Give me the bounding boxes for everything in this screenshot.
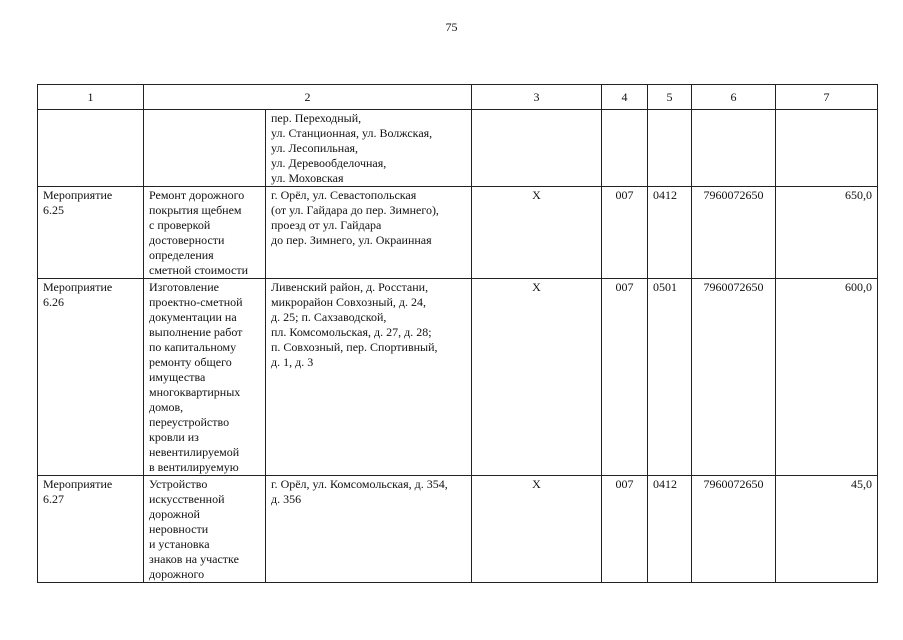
cell-line: домов, [149,400,184,414]
col-3-value: Х [472,279,602,476]
col-3-value: Х [472,187,602,279]
event-description-cell [144,476,266,583]
cell-line: Мероприятие [43,188,113,202]
cell-line: Мероприятие [43,280,113,294]
table-row [38,110,878,187]
cell-line: переустройство [149,415,230,429]
col-5-value: 0412 [648,187,692,279]
cell-line: и установка [149,537,210,551]
cell-line: имущества [149,370,206,384]
cell-line: д. 25; п. Сахзаводской, [271,310,387,324]
cell-line: ул. Деревообделочная, [271,156,387,170]
cell-line: определения [149,248,214,262]
cell-line: покрытия щебнем [149,203,242,217]
cell-line: д. 1, д. 3 [271,355,314,369]
cell-line: 6.25 [43,203,64,217]
header-col-4: 4 [602,85,648,110]
budget-table [37,84,878,583]
cell-line: дорожной [149,507,200,521]
table-row [38,476,878,583]
col-7-value: 650,0 [776,187,878,279]
address-cell [266,110,472,187]
col-7-value: 600,0 [776,279,878,476]
cell-line: пер. Переходный, [271,111,362,125]
cell-line: сметной стоимости [149,263,249,277]
cell-line: Устройство [149,477,208,491]
cell-line: до пер. Зимнего, ул. Окраинная [271,233,432,247]
event-name-cell [38,187,144,279]
table-row [38,279,878,476]
event-description-cell [144,187,266,279]
cell-line: 6.26 [43,295,64,309]
cell-line: в вентилируемую [149,460,239,474]
table-body [38,110,878,583]
cell-line: невентилируемой [149,445,240,459]
cell-line: Ремонт дорожного [149,188,245,202]
event-description-cell [144,110,266,187]
cell-line: знаков на участке [149,552,239,566]
cell-line: п. Совхозный, пер. Спортивный, [271,340,438,354]
col-3-value [472,110,602,187]
address-cell [266,187,472,279]
address-cell [266,279,472,476]
col-7-value: 45,0 [776,476,878,583]
col-5-value: 0412 [648,476,692,583]
col-4-value: 007 [602,476,648,583]
col-5-value: 0501 [648,279,692,476]
col-6-value: 7960072650 [692,187,776,279]
cell-line: д. 356 [271,492,302,506]
cell-line: (от ул. Гайдара до пер. Зимнего), [271,203,439,217]
cell-line: микрорайон Совхозный, д. 24, [271,295,426,309]
cell-line: проезд от ул. Гайдара [271,218,382,232]
col-6-value [692,110,776,187]
event-name-cell [38,279,144,476]
event-name-cell [38,110,144,187]
col-3-value: Х [472,476,602,583]
page-number: 75 [445,20,458,34]
cell-line: искусственной [149,492,225,506]
col-4-value: 007 [602,279,648,476]
cell-line: ул. Станционная, ул. Волжская, [271,126,433,140]
col-4-value [602,110,648,187]
cell-line: неровности [149,522,209,536]
col-6-value: 7960072650 [692,476,776,583]
cell-line: дорожного [149,567,205,581]
cell-line: г. Орёл, ул. Комсомольская, д. 354, [271,477,448,491]
cell-line: пл. Комсомольская, д. 27, д. 28; [271,325,432,339]
header-col-5: 5 [648,85,692,110]
cell-line: выполнение работ [149,325,243,339]
address-cell [266,476,472,583]
col-7-value [776,110,878,187]
event-description-cell [144,279,266,476]
header-col-3: 3 [472,85,602,110]
header-col-1: 1 [38,85,144,110]
cell-line: г. Орёл, ул. Севастопольская [271,188,417,202]
cell-line: ремонту общего [149,355,232,369]
cell-line: Мероприятие [43,477,113,491]
cell-line: ул. Лесопильная, [271,141,359,155]
cell-line: ул. Моховская [271,171,344,185]
header-col-2: 2 [144,85,472,110]
cell-line: Ливенский район, д. Росстани, [271,280,429,294]
col-5-value [648,110,692,187]
header-col-7: 7 [776,85,878,110]
cell-line: по капитальному [149,340,237,354]
cell-line: проектно-сметной [149,295,243,309]
header-row [38,85,878,110]
table-row [38,187,878,279]
cell-line: кровли из [149,430,199,444]
cell-line: многоквартирных [149,385,241,399]
event-name-cell [38,476,144,583]
col-6-value: 7960072650 [692,279,776,476]
cell-line: 6.27 [43,492,64,506]
cell-line: с проверкой [149,218,211,232]
cell-line: документации на [149,310,237,324]
cell-line: Изготовление [149,280,219,294]
header-col-6: 6 [692,85,776,110]
cell-line: достоверности [149,233,225,247]
col-4-value: 007 [602,187,648,279]
